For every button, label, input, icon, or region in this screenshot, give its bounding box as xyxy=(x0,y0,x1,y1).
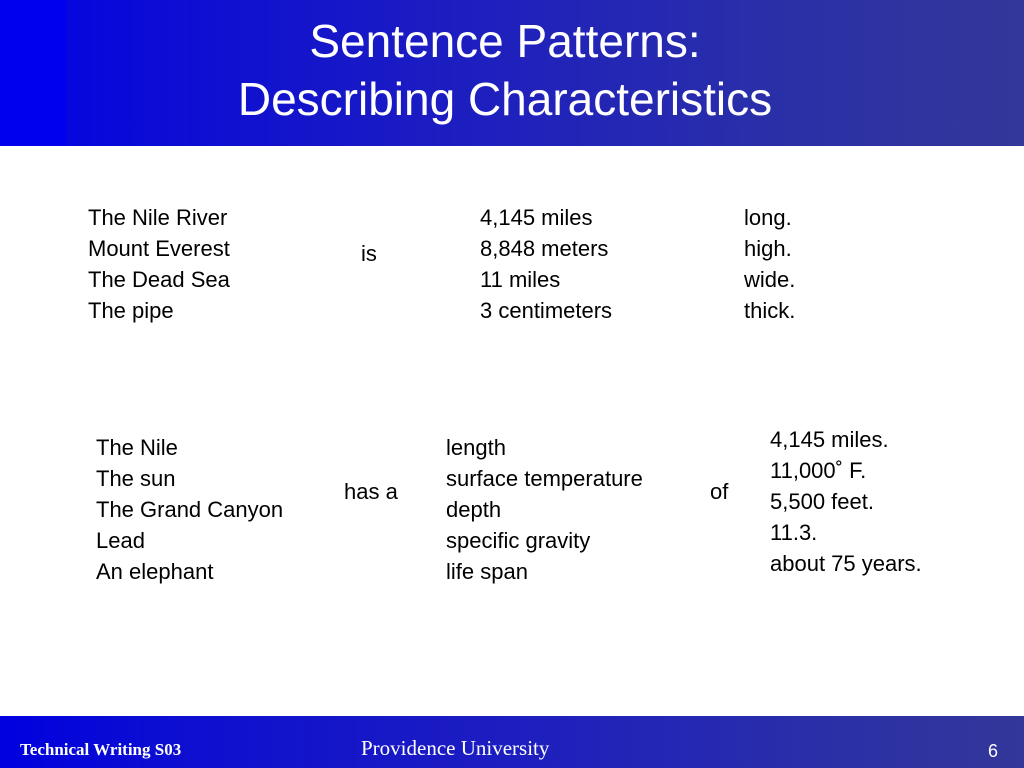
pattern1-subject: The Nile River xyxy=(88,205,228,230)
pattern2-subject: The sun xyxy=(96,466,176,491)
pattern2-value: 5,500 feet. xyxy=(770,489,874,514)
pattern1-subject: The Dead Sea xyxy=(88,267,230,292)
pattern1-adjective: thick. xyxy=(744,298,796,323)
pattern1-adjectives xyxy=(744,202,795,326)
pattern1-adjective: high. xyxy=(744,236,792,261)
pattern2-subject: The Grand Canyon xyxy=(96,497,284,522)
title-banner xyxy=(0,0,1024,146)
pattern2-value: about 75 years. xyxy=(770,551,922,576)
pattern1-subject: Mount Everest xyxy=(88,236,230,261)
pattern2-property: depth xyxy=(446,497,502,522)
pattern1-adjective: wide. xyxy=(744,267,796,292)
slide-number: 6 xyxy=(988,741,999,761)
slide-title-line-2: Describing Characteristics xyxy=(237,73,773,125)
pattern2-subject: Lead xyxy=(96,528,145,553)
slide-title-line-1: Sentence Patterns: xyxy=(309,15,701,67)
pattern1-measure: 4,145 miles xyxy=(480,205,593,230)
footer-institution: Providence University xyxy=(361,736,550,760)
pattern2-value: 11.3. xyxy=(770,520,818,545)
pattern1-measure: 8,848 meters xyxy=(480,236,609,261)
pattern2-subject: An elephant xyxy=(96,559,214,584)
pattern2-subject: The Nile xyxy=(96,435,178,460)
pattern1-measures xyxy=(480,202,612,326)
pattern2-values xyxy=(770,424,922,579)
pattern2-preposition: of xyxy=(710,479,729,504)
pattern2-property: specific gravity xyxy=(446,528,591,553)
pattern2-subjects xyxy=(96,432,283,587)
pattern1-adjective: long. xyxy=(744,205,792,230)
pattern1-subjects xyxy=(88,202,230,326)
footer-course-label: Technical Writing S03 xyxy=(20,740,182,759)
pattern2-value: 4,145 miles. xyxy=(770,427,889,452)
pattern1-measure: 11 miles xyxy=(480,267,561,292)
pattern2-properties xyxy=(446,432,643,587)
pattern1-verb: is xyxy=(361,241,377,266)
slide-title xyxy=(0,12,1010,128)
pattern2-property: length xyxy=(446,435,506,460)
pattern2-property: surface temperature xyxy=(446,466,643,491)
pattern2-value: 11,000˚ F. xyxy=(770,458,867,483)
footer-bar xyxy=(0,716,1024,768)
pattern2-property: life span xyxy=(446,559,528,584)
pattern2-verb: has a xyxy=(344,479,398,504)
pattern1-subject: The pipe xyxy=(88,298,174,323)
pattern1-measure: 3 centimeters xyxy=(480,298,613,323)
